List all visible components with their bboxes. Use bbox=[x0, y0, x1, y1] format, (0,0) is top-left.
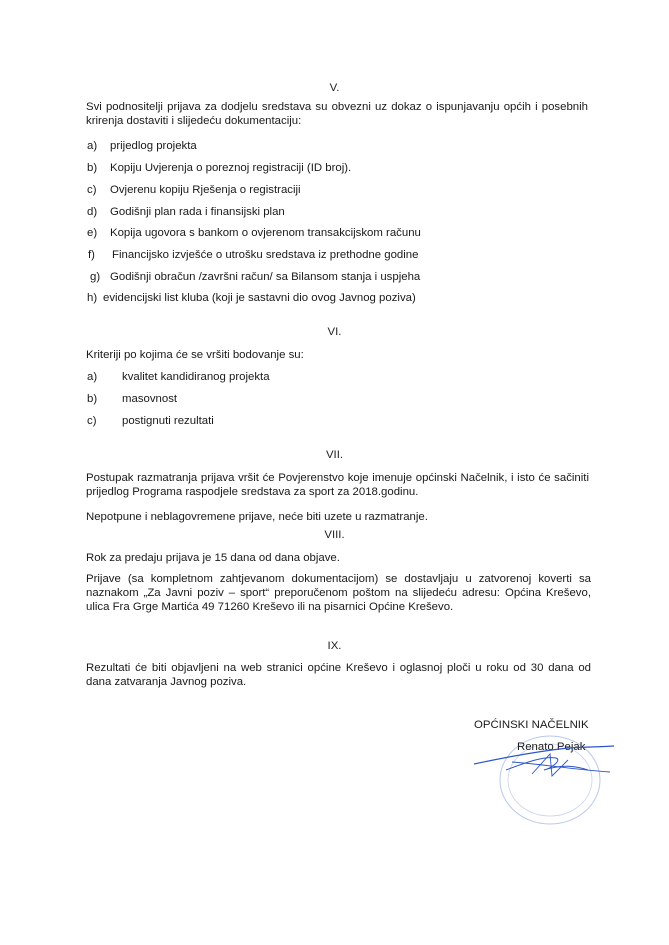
list-marker: h) bbox=[87, 292, 98, 304]
list-text: prijedlog projekta bbox=[110, 140, 197, 152]
section-heading-viii: VIII. bbox=[324, 529, 345, 541]
list-text: Kopiju Uvjerenja o poreznoj registraciji (ID broj). bbox=[110, 162, 352, 174]
list-marker: a) bbox=[87, 371, 98, 383]
section-v-intro: Svi podnositelji prijava za dodjelu sredstava su obvezni uz dokaz o ispunjavanju općih i posebnih krirenja dostaviti i slijedeću dokumentaciju: bbox=[86, 101, 588, 127]
section-heading-vii: VII. bbox=[325, 449, 344, 461]
list-item bbox=[87, 370, 270, 384]
list-text: Godišnji plan rada i finansijski plan bbox=[110, 206, 285, 218]
list-item bbox=[87, 291, 416, 305]
list-marker: b) bbox=[87, 393, 98, 405]
section-viii-paragraph-2: Prijave (sa kompletnom zahtjevanom dokumentacijom) se dostavljaju u zatvorenoj koverti sa naznakom „Za Javni poziv – sport“ preporučenom poštom na slijedeću adresu: Općina Kreševo, ulica Fra Grge Martića 49 71260 Kreševo ili na pisarnici Općine Kreševo. bbox=[86, 573, 591, 613]
list-item bbox=[87, 226, 421, 240]
signatory-name: Renato Pejak bbox=[517, 741, 586, 753]
list-text: evidencijski list kluba (koji je sastavni dio ovog Javnog poziva) bbox=[103, 292, 416, 304]
list-item bbox=[87, 205, 285, 219]
list-text: Kopija ugovora s bankom o ovjerenom transakcijskom računu bbox=[110, 227, 421, 239]
section-heading-v: V. bbox=[329, 82, 340, 94]
list-text: Godišnji obračun /završni račun/ sa Bilansom stanja i uspjeha bbox=[110, 271, 421, 283]
list-item bbox=[87, 161, 351, 175]
section-vii-paragraph-2: Nepotpune i neblagovremene prijave, neće biti uzete u razmatranje. bbox=[86, 511, 428, 523]
list-item bbox=[87, 183, 301, 197]
list-text: kvalitet kandidiranog projekta bbox=[122, 371, 270, 383]
section-viii-paragraph: Rok za predaju prijava je 15 dana od dana objave. bbox=[86, 552, 340, 564]
list-marker: c) bbox=[87, 415, 97, 427]
section-heading-ix: IX. bbox=[327, 640, 342, 652]
list-marker: e) bbox=[87, 227, 98, 239]
list-text: Financijsko izvješće o utrošku sredstava iz prethodne godine bbox=[112, 249, 419, 261]
list-marker: f) bbox=[88, 249, 95, 261]
list-text: postignuti rezultati bbox=[122, 415, 214, 427]
list-marker: c) bbox=[87, 184, 97, 196]
list-item bbox=[87, 139, 197, 153]
list-text: Ovjerenu kopiju Rješenja o registraciji bbox=[110, 184, 301, 196]
section-vii-paragraph: Postupak razmatranja prijava vršit će Povjerenstvo koje imenuje općinski Načelnik, i isto će sačiniti prijedlog Programa raspodjele sredstava za sport za 2018.godinu. bbox=[86, 472, 589, 498]
list-marker: a) bbox=[87, 140, 98, 152]
list-marker: b) bbox=[87, 162, 98, 174]
section-ix-paragraph: Rezultati će biti objavljeni na web stranici općine Kreševo i oglasnoj ploči u roku od 30 dana od dana zatvaranja Javnog poziva. bbox=[86, 662, 591, 688]
section-vi-intro: Kriteriji po kojima će se vršiti bodovanje su: bbox=[86, 349, 304, 361]
list-marker: d) bbox=[87, 206, 98, 218]
list-item bbox=[90, 270, 420, 284]
list-item bbox=[87, 414, 214, 428]
list-text: masovnost bbox=[122, 393, 178, 405]
list-marker: g) bbox=[90, 271, 101, 283]
section-heading-vi: VI. bbox=[327, 326, 342, 338]
signature-title: OPĆINSKI NAČELNIK bbox=[474, 719, 589, 731]
list-item bbox=[87, 392, 177, 406]
list-item bbox=[88, 248, 418, 262]
handwritten-signature-icon bbox=[472, 734, 622, 844]
